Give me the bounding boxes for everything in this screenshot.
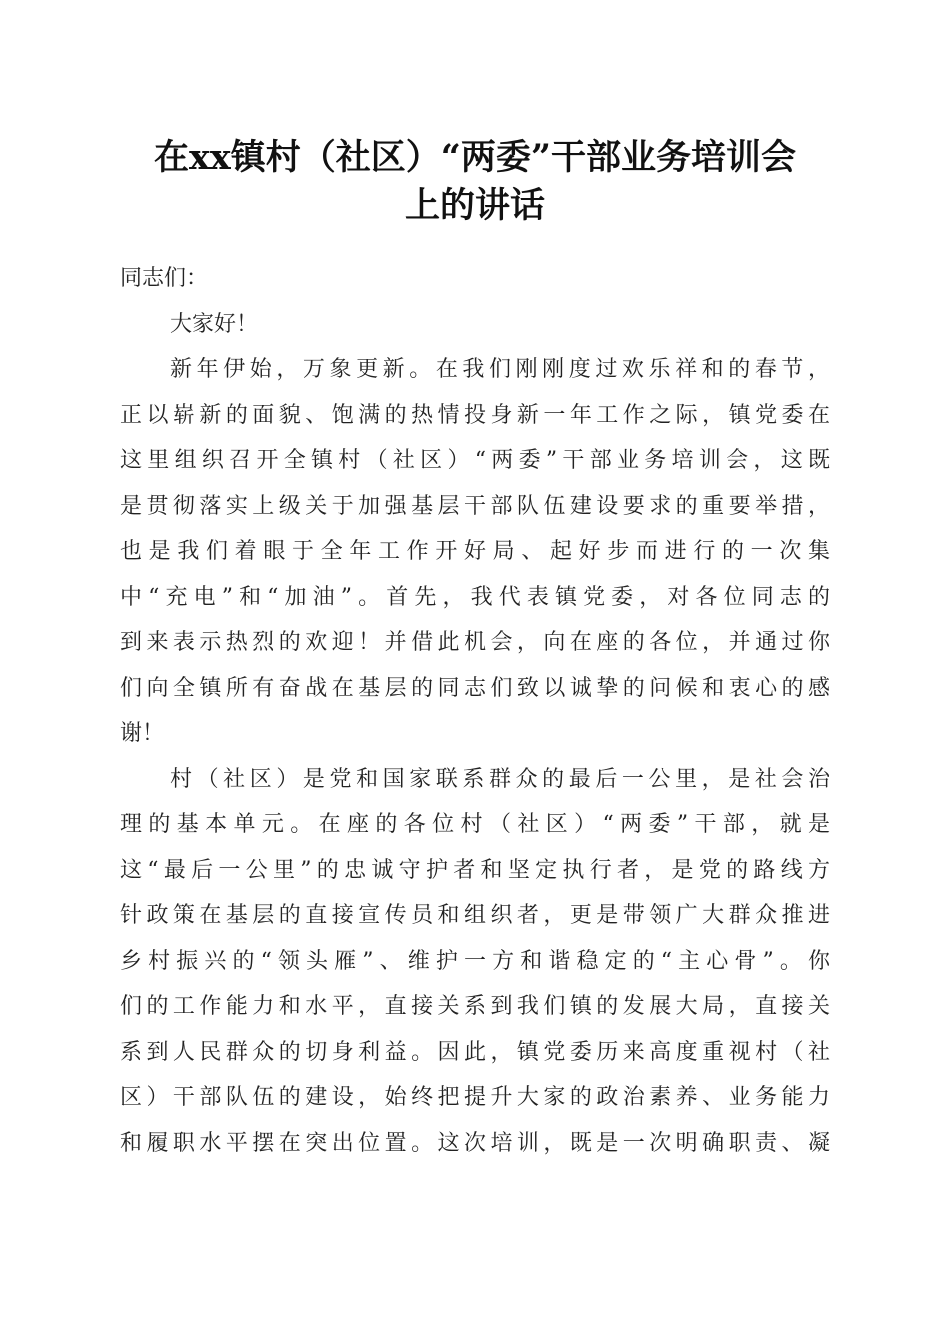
title-line-2: 上的讲话 [404,185,545,226]
paragraph-line: 系到人民群众的切身利益。因此，镇党委历来高度重视村（社 [120,1039,830,1065]
greeting: 大家好！ [170,311,259,337]
paragraph-line: 针政策在基层的直接宣传员和组织者，更是带领广大群众推进 [120,903,830,928]
document-title [110,134,840,230]
paragraph-line: 理的基本单元。在座的各位村（社区）“两委”干部，就是 [120,812,830,837]
document-body [120,256,830,1166]
title-line-1: 在xx镇村（社区）“两委”干部业务培训会 [154,137,796,178]
paragraph-line: 到来表示热烈的欢迎！并借此机会，向在座的各位，并通过你 [120,630,830,655]
paragraph-line: 谢！ [120,721,165,746]
paragraph-line: 们向全镇所有奋战在基层的同志们致以诚挚的问候和衷心的感 [120,675,830,701]
paragraph-line: 也是我们着眼于全年工作开好局、起好步而进行的一次集 [120,539,830,564]
paragraph-line: 们的工作能力和水平，直接关系到我们镇的发展大局，直接关 [120,994,830,1019]
paragraph-line: 区）干部队伍的建设，始终把提升大家的政治素养、业务能力 [120,1085,830,1110]
paragraph-line: 中“充电”和“加油”。首先，我代表镇党委，对各位同志的 [120,584,830,610]
salutation: 同志们： [120,266,209,291]
paragraph-1 [120,347,830,757]
paragraph-line: 村（社区）是党和国家联系群众的最后一公里，是社会治 [170,766,830,792]
paragraph-line: 这里组织召开全镇村（社区）“两委”干部业务培训会，这既 [120,448,830,473]
paragraph-line: 和履职水平摆在突出位置。这次培训，既是一次明确职责、凝 [120,1130,830,1156]
paragraph-2 [120,757,830,1167]
paragraph-line: 是贯彻落实上级关于加强基层干部队伍建设要求的重要举措， [120,493,830,519]
paragraph-line: 正以崭新的面貌、饱满的热情投身新一年工作之际，镇党委在 [120,402,830,428]
paragraph-line: 新年伊始，万象更新。在我们刚刚度过欢乐祥和的春节， [170,357,830,382]
paragraph-line: 这“最后一公里”的忠诚守护者和坚定执行者，是党的路线方 [120,857,830,883]
paragraph-line: 乡村振兴的“领头雁”、维护一方和谐稳定的“主心骨”。你 [120,948,830,974]
